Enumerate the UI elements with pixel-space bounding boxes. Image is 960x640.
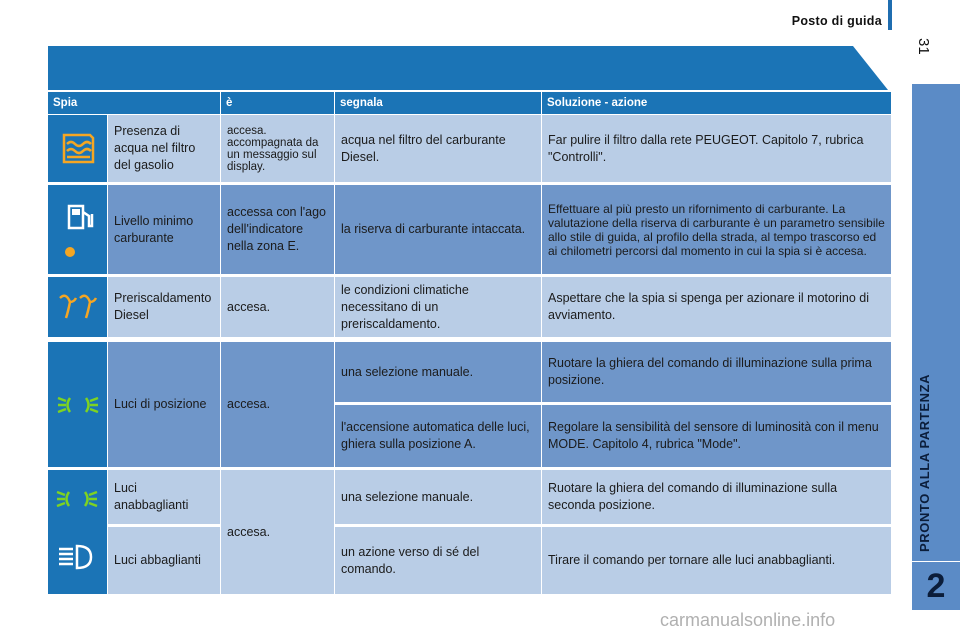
row5b-soluzione: Tirare il comando per tornare alle luci anabbaglianti. bbox=[542, 527, 891, 594]
row4-stato: accesa. bbox=[221, 342, 334, 467]
row2-stato: accessa con l'ago dell'indicatore nella zona E. bbox=[221, 185, 334, 274]
row2-soluzione: Effettuare al più presto un rifornimento di carburante. La valutazione della riserva di carburante è un parametro sensibile allo stile di guida, al profilo della strada, al tempo trascorso ed ai chilometri percorsi dal momento in cui la spia si è accesa. bbox=[542, 185, 891, 274]
header-rule bbox=[888, 0, 892, 30]
column-header-stato: è bbox=[221, 92, 334, 114]
page-number: 31 bbox=[915, 38, 932, 55]
row3-segnala: le condizioni climatiche necessitano di un preriscaldamento. bbox=[335, 277, 541, 337]
watermark: carmanualsonline.info bbox=[660, 610, 836, 630]
row5b-spia: Luci abbaglianti bbox=[108, 527, 220, 594]
row4b-segnala: l'accensione automatica delle luci, ghiera sulla posizione A. bbox=[335, 405, 541, 467]
page-header-title: Posto di guida bbox=[791, 14, 882, 28]
row1-spia: Presenza di acqua nel filtro del gasolio bbox=[108, 115, 220, 182]
row5b-segnala: un azione verso di sé del comando. bbox=[335, 527, 541, 594]
row3-soluzione: Aspettare che la spia si spenga per azionare il motorino di avviamento. bbox=[542, 277, 891, 337]
row3-stato: accesa. bbox=[221, 277, 334, 337]
row1-segnala: acqua nel filtro del carburante Diesel. bbox=[335, 115, 541, 182]
row1-stato: accesa. accompagnata da un messaggio sul display. bbox=[221, 115, 334, 182]
row2-segnala: la riserva di carburante intaccata. bbox=[335, 185, 541, 274]
beam-icons-cell bbox=[48, 470, 107, 594]
column-header-segnala: segnala bbox=[335, 92, 541, 114]
fuel-pump-icon bbox=[48, 185, 107, 274]
row5a-soluzione: Ruotare la ghiera del comando di illuminazione sulla seconda posizione. bbox=[542, 470, 891, 524]
glow-plug-icon bbox=[48, 277, 107, 337]
row5-stato: accesa. bbox=[221, 470, 334, 594]
section-banner bbox=[48, 46, 888, 90]
section-title: PRONTO ALLA PARTENZA bbox=[917, 373, 932, 552]
position-lights-icon bbox=[48, 342, 107, 467]
row2-spia: Livello minimo carburante bbox=[108, 185, 220, 274]
row3-spia: Preriscaldamento Diesel bbox=[108, 277, 220, 337]
row5a-spia: Luci anabbaglianti bbox=[108, 470, 220, 524]
main-beam-icon bbox=[55, 542, 99, 572]
row4a-soluzione: Ruotare la ghiera del comando di illuminazione sulla prima posizione. bbox=[542, 342, 891, 402]
column-header-spia: Spia bbox=[48, 92, 220, 114]
row4a-segnala: una selezione manuale. bbox=[335, 342, 541, 402]
chapter-number: 2 bbox=[912, 562, 960, 610]
water-in-fuel-icon bbox=[48, 115, 107, 182]
row1-soluzione: Far pulire il filtro dalla rete PEUGEOT. Capitolo 7, rubrica "Controlli". bbox=[542, 115, 891, 182]
column-header-soluzione: Soluzione - azione bbox=[542, 92, 891, 114]
dipped-beam-icon bbox=[55, 484, 99, 514]
row4b-soluzione: Regolare la sensibilità del sensore di luminosità con il menu MODE. Capitolo 4, rubrica "Mode". bbox=[542, 405, 891, 467]
row4-spia: Luci di posizione bbox=[108, 342, 220, 467]
row5a-segnala: una selezione manuale. bbox=[335, 470, 541, 524]
